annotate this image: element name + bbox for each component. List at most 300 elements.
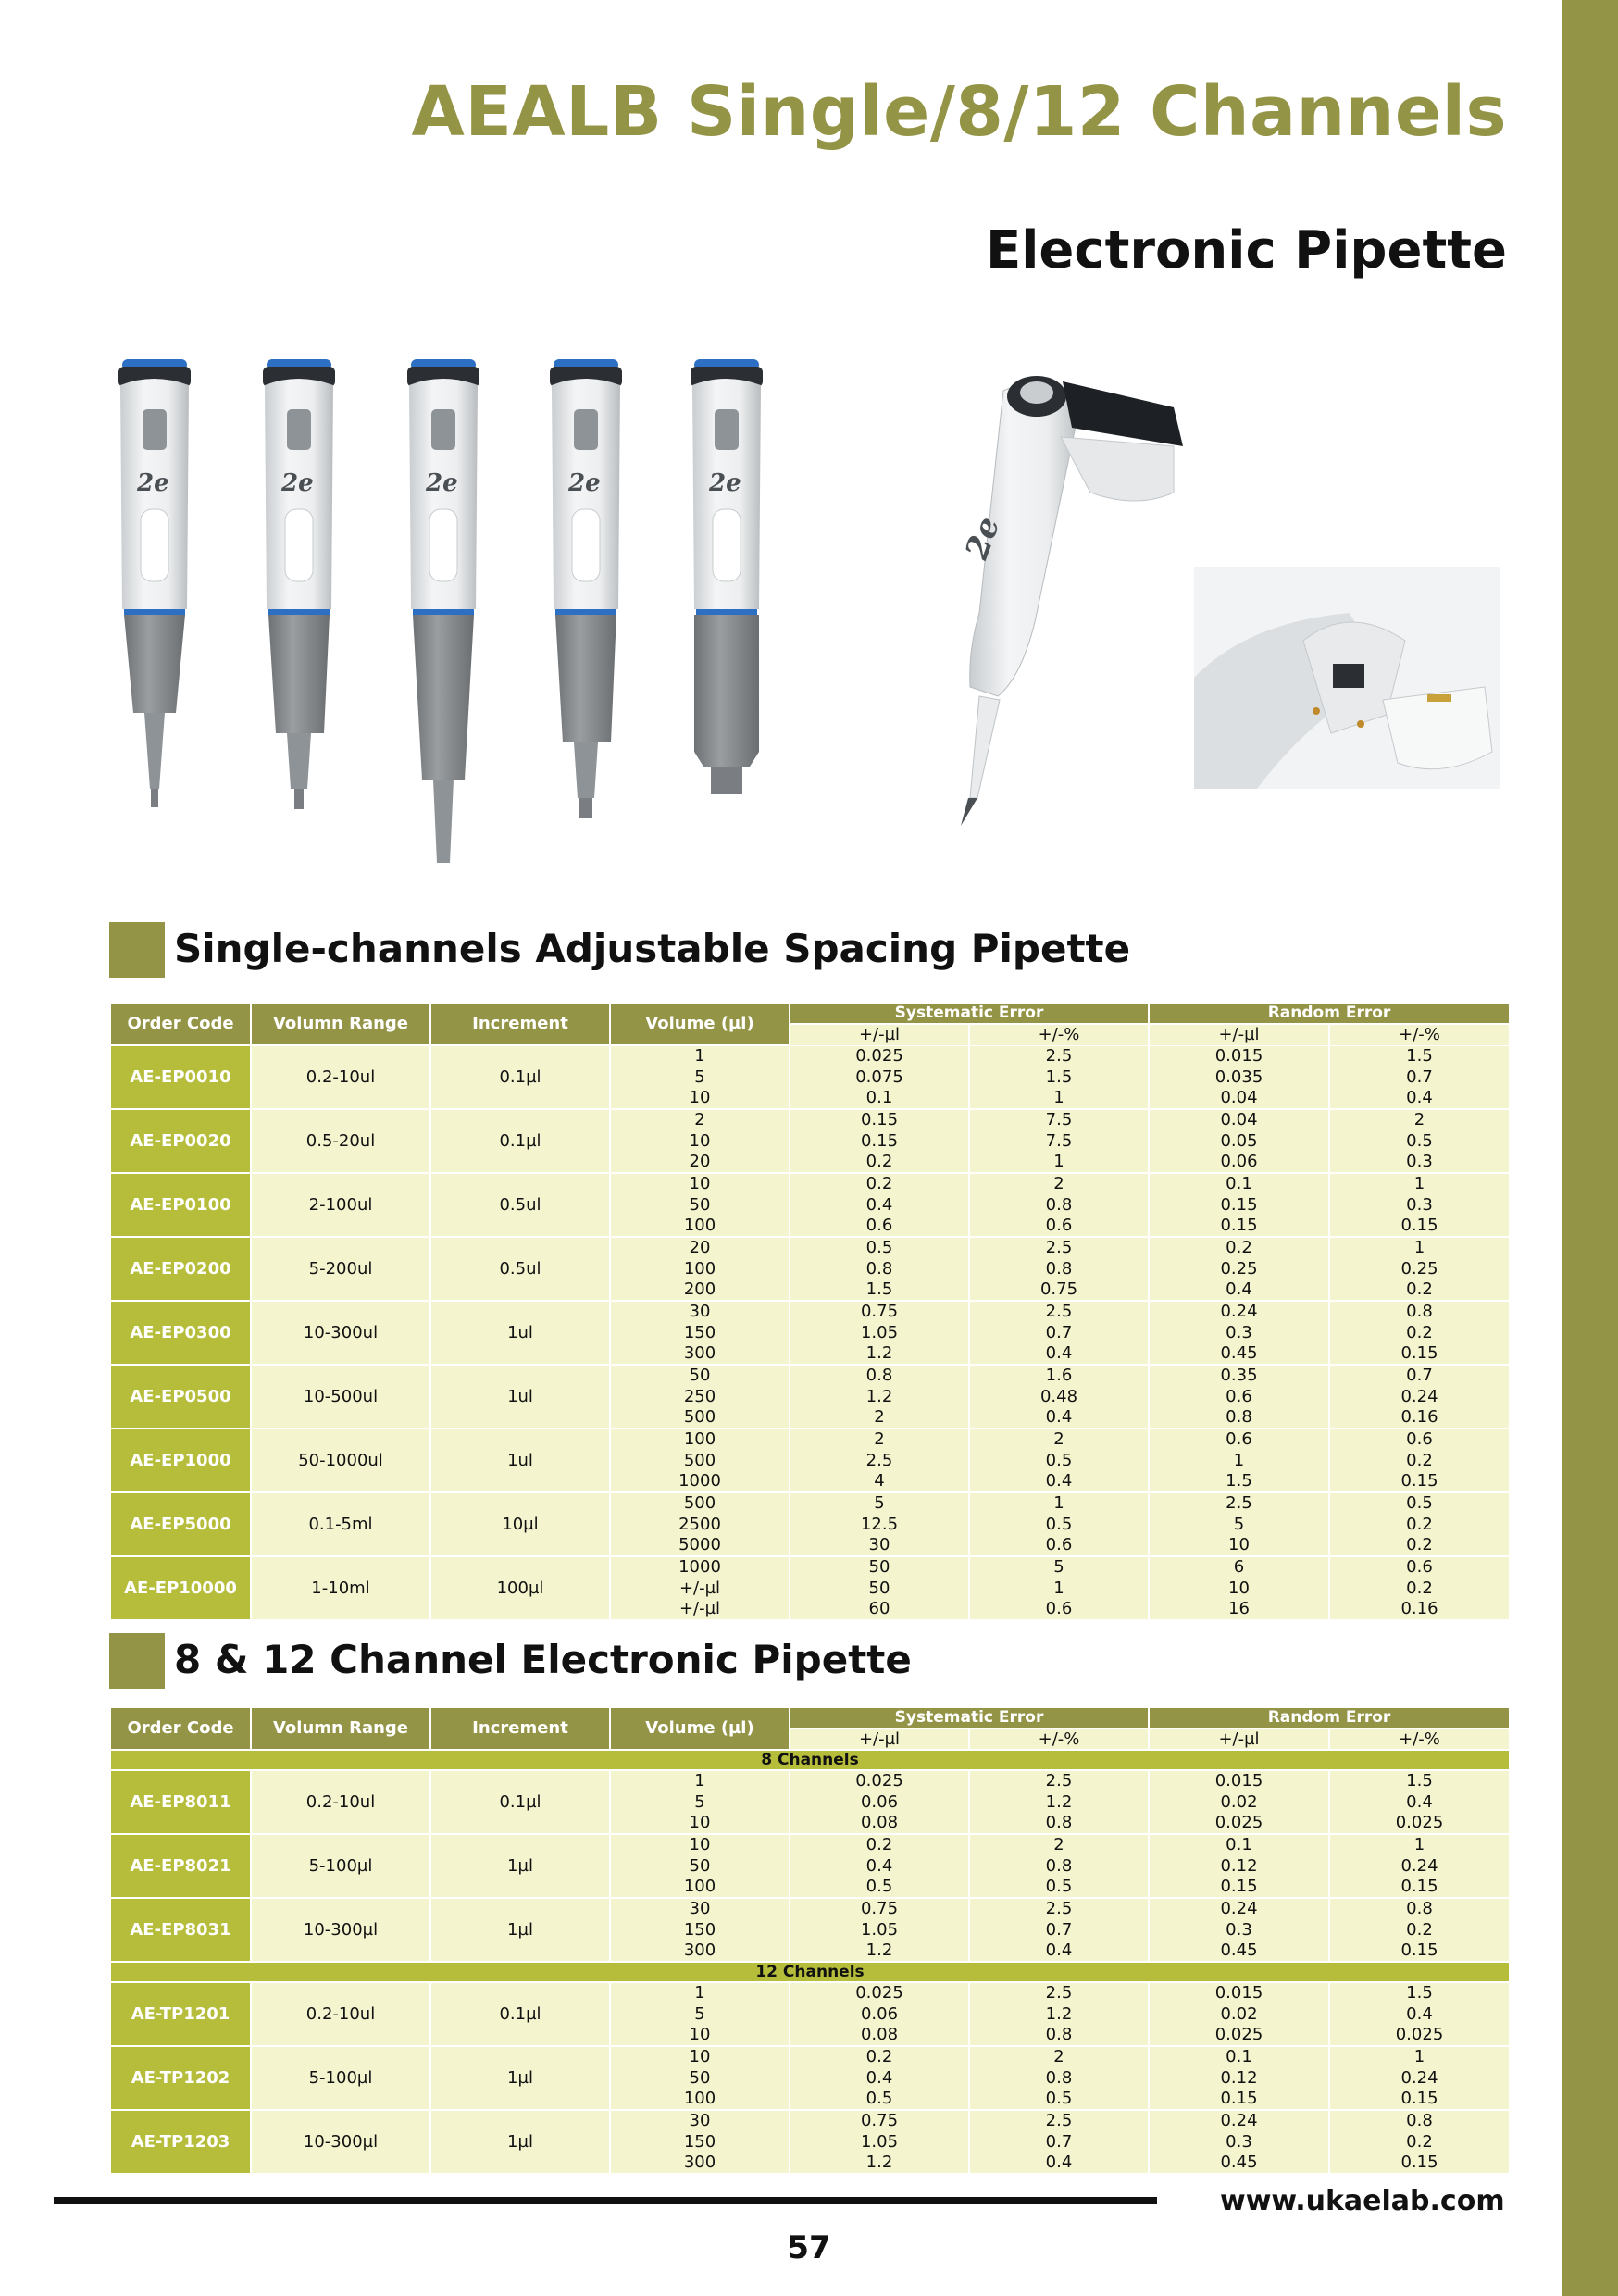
sys-pct-cell: 7.5 <box>969 1109 1149 1130</box>
rand-ul-cell: 0.8 <box>1149 1407 1329 1429</box>
volume-range-cell: 0.2-10ul <box>251 1770 430 1834</box>
rand-ul-cell: 0.04 <box>1149 1109 1329 1130</box>
order-code-cell: AE-EP10000 <box>110 1556 251 1620</box>
rand-ul-cell: 0.025 <box>1149 2025 1329 2046</box>
volume-cell: 150 <box>610 1322 790 1343</box>
sys-ul-cell: 0.8 <box>790 1258 969 1279</box>
sys-ul-cell: 0.75 <box>790 1898 969 1919</box>
sys-ul-cell: 0.75 <box>790 1301 969 1322</box>
rand-ul-cell: 0.3 <box>1149 1322 1329 1343</box>
section-marker <box>109 922 165 978</box>
order-code-cell: AE-EP8011 <box>110 1770 251 1834</box>
table-row <box>110 1109 1510 1130</box>
rand-ul-cell: 0.015 <box>1149 1045 1329 1067</box>
sys-ul-cell: 1.5 <box>790 1279 969 1301</box>
single-pipette-image <box>550 359 622 818</box>
group-label: 12 Channels <box>110 1962 1510 1982</box>
sys-ul-cell: 0.5 <box>790 2089 969 2110</box>
sys-pct-cell: 0.4 <box>969 1407 1149 1429</box>
col-volume-range: Volumn Range <box>251 1707 430 1750</box>
increment-cell: 1µl <box>430 1898 610 1962</box>
col-order-code: Order Code <box>110 1003 251 1045</box>
rand-pct-cell: 0.2 <box>1329 1535 1510 1556</box>
rand-ul-cell: 1 <box>1149 1450 1329 1471</box>
col-sys-ul: +/-µl <box>790 1728 969 1750</box>
order-code-cell: AE-TP1202 <box>110 2046 251 2110</box>
rand-ul-cell: 0.15 <box>1149 1877 1329 1898</box>
sys-pct-cell: 1.2 <box>969 1791 1149 1813</box>
sys-pct-cell: 1.2 <box>969 2003 1149 2025</box>
order-code-cell: AE-EP0500 <box>110 1365 251 1429</box>
sys-pct-cell: 2.5 <box>969 1045 1149 1067</box>
sys-ul-cell: 1.2 <box>790 1940 969 1962</box>
rand-ul-cell: 0.1 <box>1149 1834 1329 1855</box>
volume-range-cell: 0.2-10ul <box>251 1982 430 2046</box>
volume-cell: 1 <box>610 1045 790 1067</box>
sys-ul-cell: 0.15 <box>790 1130 969 1152</box>
rand-ul-cell: 0.24 <box>1149 2110 1329 2131</box>
svg-text:2e: 2e <box>137 469 169 497</box>
page-number: 57 <box>787 2229 831 2266</box>
group-row <box>110 1750 1510 1770</box>
volume-range-cell: 0.2-10ul <box>251 1045 430 1109</box>
col-increment: Increment <box>430 1003 610 1045</box>
table-row <box>110 1173 1510 1194</box>
sys-ul-cell: 0.06 <box>790 1791 969 1813</box>
sys-ul-cell: 0.2 <box>790 2046 969 2067</box>
rand-pct-cell: 0.16 <box>1329 1407 1510 1429</box>
single-pipette-image <box>407 359 479 863</box>
rand-pct-cell: 0.24 <box>1329 1386 1510 1407</box>
sys-pct-cell: 1 <box>969 1152 1149 1173</box>
increment-cell: 0.5ul <box>430 1173 610 1237</box>
battery-closeup-image <box>1194 567 1500 789</box>
rand-pct-cell: 0.2 <box>1329 1578 1510 1599</box>
increment-cell: 1ul <box>430 1429 610 1492</box>
sys-pct-cell: 2.5 <box>969 1770 1149 1791</box>
col-random-error: Random Error <box>1149 1707 1510 1728</box>
spec-table-multi <box>109 1706 1511 2175</box>
rand-ul-cell: 6 <box>1149 1556 1329 1578</box>
sys-pct-cell: 0.8 <box>969 1258 1149 1279</box>
increment-cell: 100µl <box>430 1556 610 1620</box>
rand-ul-cell: 0.45 <box>1149 2152 1329 2174</box>
single-pipette-image <box>118 359 191 807</box>
rand-ul-cell: 0.04 <box>1149 1088 1329 1109</box>
rand-ul-cell: 0.05 <box>1149 1130 1329 1152</box>
footer-website[interactable]: www.ukaelab.com <box>1220 2185 1505 2217</box>
rand-pct-cell: 1 <box>1329 2046 1510 2067</box>
order-code-cell: AE-EP0010 <box>110 1045 251 1109</box>
rand-pct-cell: 0.2 <box>1329 1514 1510 1535</box>
sys-pct-cell: 1.5 <box>969 1067 1149 1088</box>
sys-pct-cell: 0.6 <box>969 1535 1149 1556</box>
sys-ul-cell: 2.5 <box>790 1450 969 1471</box>
rand-ul-cell: 0.12 <box>1149 1855 1329 1877</box>
sys-ul-cell: 0.075 <box>790 1067 969 1088</box>
volume-cell: +/-µl <box>610 1599 790 1620</box>
table-row <box>110 1045 1510 1067</box>
col-systematic-error: Systematic Error <box>790 1707 1149 1728</box>
sys-pct-cell: 2.5 <box>969 1237 1149 1258</box>
sys-pct-cell: 0.75 <box>969 1279 1149 1301</box>
rand-ul-cell: 0.12 <box>1149 2067 1329 2089</box>
order-code-cell: AE-TP1203 <box>110 2110 251 2174</box>
sys-pct-cell: 0.5 <box>969 2089 1149 2110</box>
increment-cell: 0.1µl <box>430 1982 610 2046</box>
sys-ul-cell: 0.2 <box>790 1152 969 1173</box>
rand-pct-cell: 0.5 <box>1329 1492 1510 1514</box>
svg-text:2e: 2e <box>426 469 458 497</box>
rand-ul-cell: 0.4 <box>1149 1279 1329 1301</box>
sys-ul-cell: 0.2 <box>790 1173 969 1194</box>
volume-cell: 2 <box>610 1109 790 1130</box>
product-photos <box>109 344 1516 872</box>
volume-cell: 500 <box>610 1492 790 1514</box>
sys-pct-cell: 0.5 <box>969 1450 1149 1471</box>
sys-pct-cell: 0.6 <box>969 1599 1149 1620</box>
sys-ul-cell: 0.025 <box>790 1045 969 1067</box>
sys-ul-cell: 1.05 <box>790 1919 969 1940</box>
sys-ul-cell: 1.2 <box>790 2152 969 2174</box>
volume-cell: 5 <box>610 1791 790 1813</box>
rand-pct-cell: 0.15 <box>1329 1471 1510 1492</box>
rand-pct-cell: 0.25 <box>1329 1258 1510 1279</box>
sys-pct-cell: 0.4 <box>969 1471 1149 1492</box>
table-row <box>110 1770 1510 1791</box>
rand-pct-cell: 0.6 <box>1329 1429 1510 1450</box>
rand-pct-cell: 0.8 <box>1329 1898 1510 1919</box>
section-title: Single-channels Adjustable Spacing Pipette <box>174 926 1131 971</box>
spec-table-single <box>109 1002 1511 1621</box>
sys-pct-cell: 0.7 <box>969 1919 1149 1940</box>
volume-cell: 10 <box>610 1173 790 1194</box>
col-volume: Volume (µl) <box>610 1707 790 1750</box>
volume-range-cell: 5-200ul <box>251 1237 430 1301</box>
rand-ul-cell: 0.035 <box>1149 1067 1329 1088</box>
rand-pct-cell: 0.2 <box>1329 1450 1510 1471</box>
volume-cell: 20 <box>610 1152 790 1173</box>
volume-cell: 100 <box>610 1877 790 1898</box>
sys-ul-cell: 0.4 <box>790 2067 969 2089</box>
rand-pct-cell: 0.15 <box>1329 2152 1510 2174</box>
volume-cell: 50 <box>610 1365 790 1386</box>
volume-cell: 100 <box>610 1258 790 1279</box>
sys-ul-cell: 1.2 <box>790 1343 969 1365</box>
rand-pct-cell: 0.5 <box>1329 1130 1510 1152</box>
col-sys-pct: +/-% <box>969 1024 1149 1045</box>
rand-pct-cell: 1.5 <box>1329 1045 1510 1067</box>
group-row <box>110 1962 1510 1982</box>
increment-cell: 1µl <box>430 2046 610 2110</box>
svg-text:2e: 2e <box>709 469 741 497</box>
col-rand-pct: +/-% <box>1329 1024 1510 1045</box>
sys-pct-cell: 0.4 <box>969 1343 1149 1365</box>
volume-cell: 10 <box>610 1834 790 1855</box>
rand-ul-cell: 0.02 <box>1149 2003 1329 2025</box>
volume-range-cell: 5-100µl <box>251 1834 430 1898</box>
volume-cell: 10 <box>610 1088 790 1109</box>
rand-pct-cell: 0.15 <box>1329 1343 1510 1365</box>
order-code-cell: AE-EP8021 <box>110 1834 251 1898</box>
volume-cell: +/-µl <box>610 1578 790 1599</box>
sys-ul-cell: 2 <box>790 1407 969 1429</box>
sys-ul-cell: 0.5 <box>790 1877 969 1898</box>
volume-range-cell: 5-100µl <box>251 2046 430 2110</box>
page-title: AEALB Single/8/12 Channels <box>411 72 1507 152</box>
rand-pct-cell: 0.4 <box>1329 1088 1510 1109</box>
sys-pct-cell: 1 <box>969 1492 1149 1514</box>
volume-cell: 50 <box>610 1194 790 1216</box>
volume-range-cell: 0.5-20ul <box>251 1109 430 1173</box>
rand-pct-cell: 1.5 <box>1329 1982 1510 2003</box>
rand-ul-cell: 0.35 <box>1149 1365 1329 1386</box>
sys-pct-cell: 0.4 <box>969 1940 1149 1962</box>
rand-ul-cell: 0.02 <box>1149 1791 1329 1813</box>
rand-pct-cell: 0.3 <box>1329 1194 1510 1216</box>
rand-ul-cell: 1.5 <box>1149 1471 1329 1492</box>
sys-pct-cell: 2.5 <box>969 2110 1149 2131</box>
page-subtitle: Electronic Pipette <box>985 220 1507 281</box>
sys-ul-cell: 0.025 <box>790 1770 969 1791</box>
rand-pct-cell: 0.16 <box>1329 1599 1510 1620</box>
volume-cell: 50 <box>610 2067 790 2089</box>
volume-cell: 5 <box>610 2003 790 2025</box>
volume-cell: 300 <box>610 2152 790 2174</box>
volume-cell: 10 <box>610 2046 790 2067</box>
rand-ul-cell: 0.6 <box>1149 1429 1329 1450</box>
increment-cell: 0.5ul <box>430 1237 610 1301</box>
rand-pct-cell: 0.4 <box>1329 1791 1510 1813</box>
sys-ul-cell: 1.05 <box>790 1322 969 1343</box>
volume-cell: 100 <box>610 2089 790 2110</box>
rand-pct-cell: 0.3 <box>1329 1152 1510 1173</box>
volume-cell: 5 <box>610 1067 790 1088</box>
volume-cell: 1000 <box>610 1471 790 1492</box>
col-sys-pct: +/-% <box>969 1728 1149 1750</box>
col-rand-ul: +/-µl <box>1149 1024 1329 1045</box>
volume-cell: 100 <box>610 1429 790 1450</box>
sys-pct-cell: 0.8 <box>969 2025 1149 2046</box>
rand-ul-cell: 0.45 <box>1149 1940 1329 1962</box>
sys-pct-cell: 1 <box>969 1088 1149 1109</box>
rand-pct-cell: 0.2 <box>1329 1279 1510 1301</box>
sys-pct-cell: 7.5 <box>969 1130 1149 1152</box>
rand-ul-cell: 0.015 <box>1149 1770 1329 1791</box>
rand-pct-cell: 0.8 <box>1329 1301 1510 1322</box>
sys-ul-cell: 30 <box>790 1535 969 1556</box>
increment-cell: 0.1µl <box>430 1109 610 1173</box>
sys-ul-cell: 0.5 <box>790 1237 969 1258</box>
order-code-cell: AE-EP0100 <box>110 1173 251 1237</box>
sys-pct-cell: 2.5 <box>969 1982 1149 2003</box>
sys-pct-cell: 0.8 <box>969 2067 1149 2089</box>
svg-text:2e: 2e <box>281 469 314 497</box>
rand-pct-cell: 0.025 <box>1329 1813 1510 1834</box>
rand-pct-cell: 0.7 <box>1329 1067 1510 1088</box>
volume-cell: 100 <box>610 1216 790 1237</box>
sys-pct-cell: 0.8 <box>969 1813 1149 1834</box>
volume-cell: 500 <box>610 1450 790 1471</box>
rand-ul-cell: 0.45 <box>1149 1343 1329 1365</box>
volume-range-cell: 10-500ul <box>251 1365 430 1429</box>
volume-cell: 10 <box>610 1130 790 1152</box>
table-row <box>110 1365 1510 1386</box>
volume-cell: 1 <box>610 1770 790 1791</box>
sys-pct-cell: 2.5 <box>969 1898 1149 1919</box>
sys-pct-cell: 2 <box>969 2046 1149 2067</box>
order-code-cell: AE-TP1201 <box>110 1982 251 2046</box>
group-label: 8 Channels <box>110 1750 1510 1770</box>
volume-range-cell: 1-10ml <box>251 1556 430 1620</box>
sys-ul-cell: 50 <box>790 1556 969 1578</box>
table-row <box>110 1492 1510 1514</box>
sys-ul-cell: 1.2 <box>790 1386 969 1407</box>
sys-pct-cell: 1.6 <box>969 1365 1149 1386</box>
sys-ul-cell: 0.6 <box>790 1216 969 1237</box>
rand-pct-cell: 0.24 <box>1329 2067 1510 2089</box>
table-row <box>110 1834 1510 1855</box>
sys-ul-cell: 0.75 <box>790 2110 969 2131</box>
volume-cell: 300 <box>610 1343 790 1365</box>
increment-cell: 1µl <box>430 2110 610 2174</box>
rand-ul-cell: 0.015 <box>1149 1982 1329 2003</box>
rand-ul-cell: 0.1 <box>1149 2046 1329 2067</box>
sys-ul-cell: 0.4 <box>790 1194 969 1216</box>
rand-pct-cell: 0.6 <box>1329 1556 1510 1578</box>
rand-pct-cell: 0.15 <box>1329 1216 1510 1237</box>
rand-ul-cell: 0.6 <box>1149 1386 1329 1407</box>
volume-cell: 10 <box>610 2025 790 2046</box>
col-volume-range: Volumn Range <box>251 1003 430 1045</box>
order-code-cell: AE-EP0200 <box>110 1237 251 1301</box>
angled-pipette-image <box>958 376 1183 826</box>
order-code-cell: AE-EP0020 <box>110 1109 251 1173</box>
sys-ul-cell: 50 <box>790 1578 969 1599</box>
rand-ul-cell: 0.025 <box>1149 1813 1329 1834</box>
rand-ul-cell: 10 <box>1149 1578 1329 1599</box>
single-pipette-image <box>263 359 335 809</box>
sys-ul-cell: 12.5 <box>790 1514 969 1535</box>
rand-pct-cell: 1 <box>1329 1237 1510 1258</box>
rand-pct-cell: 0.2 <box>1329 1322 1510 1343</box>
rand-ul-cell: 0.15 <box>1149 1216 1329 1237</box>
volume-range-cell: 2-100ul <box>251 1173 430 1237</box>
volume-cell: 20 <box>610 1237 790 1258</box>
footer-rule <box>54 2197 1157 2204</box>
volume-cell: 30 <box>610 1301 790 1322</box>
volume-cell: 10 <box>610 1813 790 1834</box>
rand-ul-cell: 0.24 <box>1149 1301 1329 1322</box>
sys-pct-cell: 0.7 <box>969 1322 1149 1343</box>
volume-range-cell: 50-1000ul <box>251 1429 430 1492</box>
section-title: 8 & 12 Channel Electronic Pipette <box>174 1637 912 1682</box>
volume-cell: 50 <box>610 1855 790 1877</box>
sys-ul-cell: 0.06 <box>790 2003 969 2025</box>
rand-ul-cell: 0.25 <box>1149 1258 1329 1279</box>
sys-pct-cell: 0.8 <box>969 1855 1149 1877</box>
order-code-cell: AE-EP5000 <box>110 1492 251 1556</box>
rand-ul-cell: 5 <box>1149 1514 1329 1535</box>
rand-pct-cell: 0.8 <box>1329 2110 1510 2131</box>
increment-cell: 1ul <box>430 1301 610 1365</box>
volume-cell: 150 <box>610 1919 790 1940</box>
rand-pct-cell: 0.7 <box>1329 1365 1510 1386</box>
rand-ul-cell: 0.06 <box>1149 1152 1329 1173</box>
rand-pct-cell: 1 <box>1329 1173 1510 1194</box>
sys-ul-cell: 60 <box>790 1599 969 1620</box>
rand-ul-cell: 0.2 <box>1149 1237 1329 1258</box>
volume-range-cell: 10-300ul <box>251 1301 430 1365</box>
order-code-cell: AE-EP0300 <box>110 1301 251 1365</box>
rand-pct-cell: 0.24 <box>1329 1855 1510 1877</box>
increment-cell: 0.1µl <box>430 1045 610 1109</box>
sys-pct-cell: 2 <box>969 1429 1149 1450</box>
table-row <box>110 1429 1510 1450</box>
sys-pct-cell: 2 <box>969 1834 1149 1855</box>
table-row <box>110 1237 1510 1258</box>
rand-ul-cell: 16 <box>1149 1599 1329 1620</box>
increment-cell: 1µl <box>430 1834 610 1898</box>
col-systematic-error: Systematic Error <box>790 1003 1149 1024</box>
sys-ul-cell: 0.8 <box>790 1365 969 1386</box>
increment-cell: 1ul <box>430 1365 610 1429</box>
section-marker <box>109 1633 165 1689</box>
volume-cell: 200 <box>610 1279 790 1301</box>
volume-cell: 150 <box>610 2131 790 2152</box>
rand-pct-cell: 0.2 <box>1329 1919 1510 1940</box>
increment-cell: 0.1µl <box>430 1770 610 1834</box>
table-row <box>110 1898 1510 1919</box>
sys-pct-cell: 2 <box>969 1173 1149 1194</box>
sys-ul-cell: 0.025 <box>790 1982 969 2003</box>
rand-ul-cell: 0.24 <box>1149 1898 1329 1919</box>
table-row <box>110 2046 1510 2067</box>
rand-ul-cell: 2.5 <box>1149 1492 1329 1514</box>
sys-pct-cell: 0.48 <box>969 1386 1149 1407</box>
rand-pct-cell: 0.15 <box>1329 1940 1510 1962</box>
sys-pct-cell: 0.4 <box>969 2152 1149 2174</box>
rand-ul-cell: 0.3 <box>1149 2131 1329 2152</box>
volume-cell: 500 <box>610 1407 790 1429</box>
sys-ul-cell: 5 <box>790 1492 969 1514</box>
volume-cell: 250 <box>610 1386 790 1407</box>
volume-cell: 1 <box>610 1982 790 2003</box>
col-rand-ul: +/-µl <box>1149 1728 1329 1750</box>
rand-pct-cell: 0.2 <box>1329 2131 1510 2152</box>
sys-ul-cell: 4 <box>790 1471 969 1492</box>
sys-pct-cell: 0.5 <box>969 1514 1149 1535</box>
volume-cell: 5000 <box>610 1535 790 1556</box>
table-row <box>110 1556 1510 1578</box>
order-code-cell: AE-EP8031 <box>110 1898 251 1962</box>
col-sys-ul: +/-µl <box>790 1024 969 1045</box>
rand-pct-cell: 0.4 <box>1329 2003 1510 2025</box>
rand-ul-cell: 0.15 <box>1149 1194 1329 1216</box>
sys-ul-cell: 0.08 <box>790 1813 969 1834</box>
volume-cell: 2500 <box>610 1514 790 1535</box>
rand-pct-cell: 0.025 <box>1329 2025 1510 2046</box>
increment-cell: 10µl <box>430 1492 610 1556</box>
volume-range-cell: 10-300µl <box>251 2110 430 2174</box>
rand-ul-cell: 0.15 <box>1149 2089 1329 2110</box>
volume-cell: 1000 <box>610 1556 790 1578</box>
volume-cell: 30 <box>610 2110 790 2131</box>
svg-text:2e: 2e <box>958 512 1008 565</box>
rand-pct-cell: 2 <box>1329 1109 1510 1130</box>
sys-ul-cell: 0.15 <box>790 1109 969 1130</box>
col-volume: Volume (µl) <box>610 1003 790 1045</box>
